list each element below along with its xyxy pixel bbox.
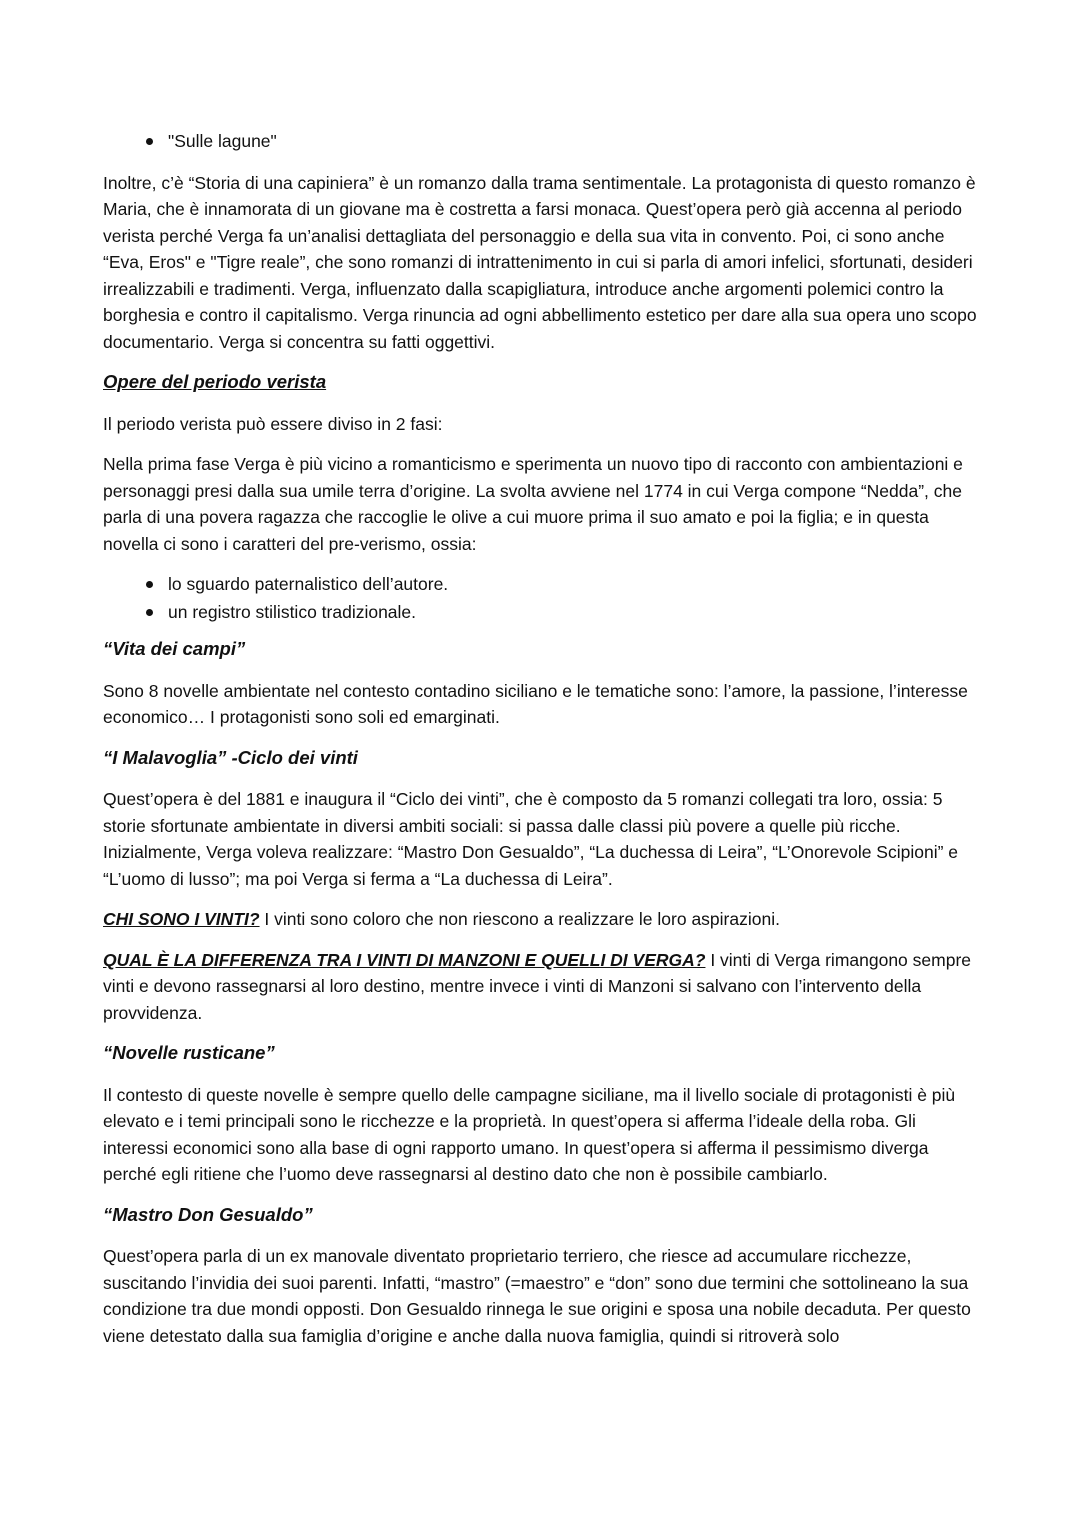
question-label: CHI SONO I VINTI? xyxy=(103,909,260,929)
paragraph-nedda: Nella prima fase Verga è più vicino a romanticismo e sperimenta un nuovo tipo di racconto con ambientazioni e personaggi presi dalla sua umile terra d’origine. La svolta avviene nel 1774 in cui Verga compone “Nedda”, che parla di una povera ragazza che raccoglie le olive a cui muore prima il suo amato e poi la figlia; e in questa novella ci sono i caratteri del pre-verismo, ossia: xyxy=(103,454,963,554)
paragraph-fasi: Il periodo verista può essere diviso in 2 fasi: xyxy=(103,413,443,434)
list-item: un registro stilistico tradizionale. xyxy=(103,599,983,627)
heading-novelle-rusticane: “Novelle rusticane” xyxy=(103,1042,275,1063)
bullet-list-preverismo xyxy=(103,571,983,626)
heading-vita-dei-campi: “Vita dei campi” xyxy=(103,638,246,659)
question-label: QUAL È LA DIFFERENZA TRA I VINTI DI MANZONI E QUELLI DI VERGA? xyxy=(103,949,706,970)
heading-mastro-don-gesualdo: “Mastro Don Gesualdo” xyxy=(103,1203,313,1225)
paragraph-chi-sono-i-vinti xyxy=(103,906,983,933)
paragraph-novelle-rusticane: Il contesto di queste novelle è sempre quello delle campagne siciliane, ma il livello sociale di protagonisti è più elevato e i temi principali sono le ricchezze e la proprietà. In quest’opera si afferma l’ideale della roba. Gli interessi economici sono alla base di ogni rapporto umano. In quest’opera si afferma il pessimismo diverga perché egli ritiene che l’uomo deve rassegnarsi al destino dato che non è possibile cambiarlo. xyxy=(103,1084,956,1184)
list-item: "Sulle lagune" xyxy=(103,128,983,156)
document-body xyxy=(103,128,983,1363)
paragraph-differenza-vinti xyxy=(103,947,983,1027)
answer-text: I vinti sono coloro che non riescono a realizzare le loro aspirazioni. xyxy=(259,909,780,929)
section-heading-verista: Opere del periodo verista xyxy=(103,371,327,392)
paragraph-vita-dei-campi: Sono 8 novelle ambientate nel contesto contadino siciliano e le tematiche sono: l’amore, la passione, l’interesse economico… I protagonisti sono soli ed emarginati. xyxy=(103,680,968,727)
paragraph-capiniera: Inoltre, c’è “Storia di una capiniera” è un romanzo dalla trama sentimentale. La protagonista di questo romanzo è Maria, che è innamorata di un giovane ma è costretta a farsi monaca. Quest’opera però già accenna al periodo verista perché Verga fa un’analisi dettagliata del personaggio e della sua vita in convento. Poi, ci sono anche “Eva, Eros" e "Tigre reale”, che sono romanzi di intrattenimento in cui si parla di amori infelici, sfortunati, desideri irrealizzabili e tradimenti. Verga, influenzato dalla scapigliatura, introduce anche argomenti polemici contro la borghesia e contro il capitalismo. Verga rinuncia ad ogni abbellimento estetico per dare alla sua opera uno scopo documentario. Verga si concentra su fatti oggettivi. xyxy=(103,172,977,352)
paragraph-malavoglia: Quest’opera è del 1881 e inaugura il “Ciclo dei vinti”, che è composto da 5 romanzi collegati tra loro, ossia: 5 storie sfortunate ambientate in diversi ambiti sociali: si passa dalle classi più povere a quelle più ricche. Inizialmente, Verga voleva realizzare: “Mastro Don Gesualdo”, “La duchessa di Leira”, “L’Onorevole Scipioni” e “L’uomo di lusso”; ma poi Verga si ferma a “La duchessa di Leira”. xyxy=(103,789,959,889)
paragraph-mastro-don-gesualdo: Quest’opera parla di un ex manovale diventato proprietario terriero, che riesce ad accumulare ricchezze, suscitando l’invidia dei suoi parenti. Infatti, “mastro” (=maestro” e “don” sono due termini che sottolineano la sua condizione tra due mondi opposti. Don Gesualdo rinnega le sue origini e sposa una nobile decaduta. Per questo viene detestato dalla sua famiglia d’origine e anche dalla nuova famiglia, quindi si ritroverà solo xyxy=(103,1246,971,1346)
list-item: lo sguardo paternalistico dell’autore. xyxy=(103,571,983,599)
answer-text: I vinti di Verga rimangono sempre vinti e devono rassegnarsi al loro destino, mentre invece i vinti di Manzoni si salvano con l’intervento della provvidenza. xyxy=(103,949,972,1023)
heading-malavoglia: “I Malavoglia” -Ciclo dei vinti xyxy=(103,746,358,768)
bullet-list-top xyxy=(103,128,983,156)
